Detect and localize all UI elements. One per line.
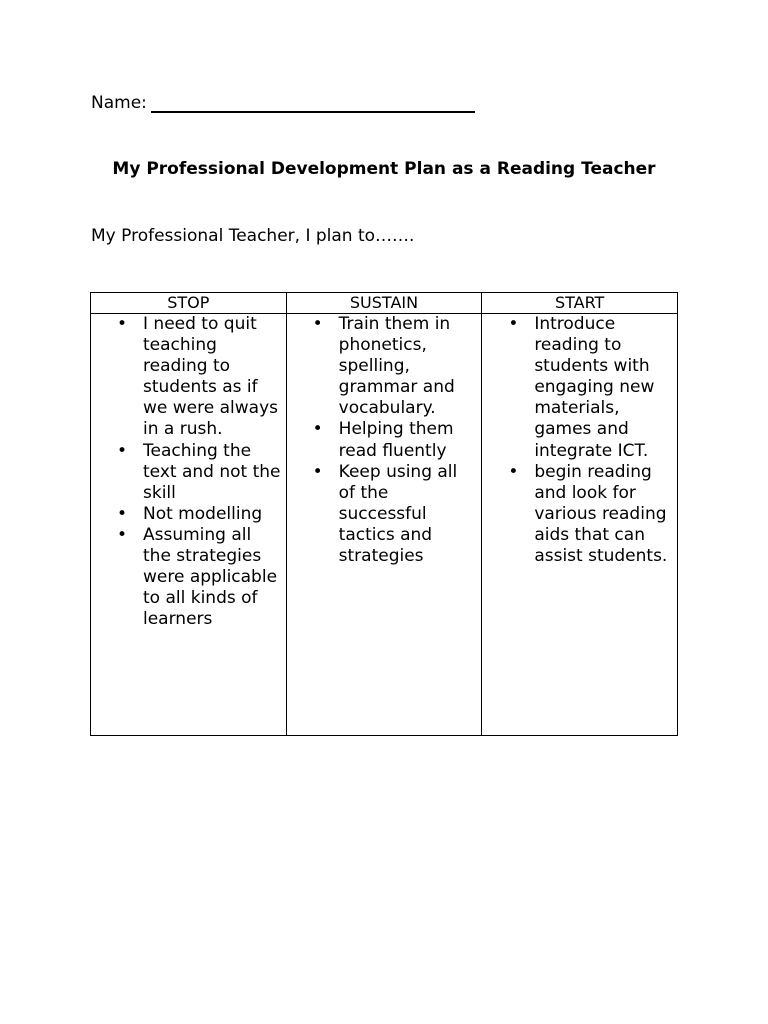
- stop-cell: [91, 314, 287, 736]
- list-item: • I need to quit teaching reading to students as if we were always in a rush.: [91, 314, 286, 441]
- start-list: [482, 314, 677, 567]
- body-row: [91, 314, 678, 736]
- list-item: • Assuming all the strategies were applicable to all kinds of learners: [91, 525, 286, 630]
- list-item: • Teaching the text and not the skill: [91, 441, 286, 504]
- list-item: • begin reading and look for various reading aids that can assist students.: [482, 462, 677, 567]
- page-title: My Professional Development Plan as a Reading Teacher: [112, 159, 656, 179]
- stop-list: [91, 314, 286, 630]
- column-header-stop: STOP: [91, 293, 287, 314]
- sustain-list: [287, 314, 482, 567]
- intro-text: My Professional Teacher, I plan to…….: [91, 226, 415, 246]
- list-item: • Introduce reading to students with engaging new materials, games and integrate ICT.: [482, 314, 677, 462]
- name-field-row: [91, 93, 475, 113]
- list-item: • Train them in phonetics, spelling, grammar and vocabulary.: [287, 314, 482, 419]
- name-label: Name:: [91, 93, 147, 113]
- list-item: • Not modelling: [91, 504, 286, 525]
- column-header-start: START: [482, 293, 678, 314]
- start-cell: [482, 314, 678, 736]
- sustain-cell: [286, 314, 482, 736]
- plan-table: [90, 292, 678, 736]
- header-row: [91, 293, 678, 314]
- name-blank-line: [151, 93, 475, 113]
- list-item: • Helping them read fluently: [287, 419, 482, 461]
- list-item: • Keep using all of the successful tactics and strategies: [287, 462, 482, 567]
- column-header-sustain: SUSTAIN: [286, 293, 482, 314]
